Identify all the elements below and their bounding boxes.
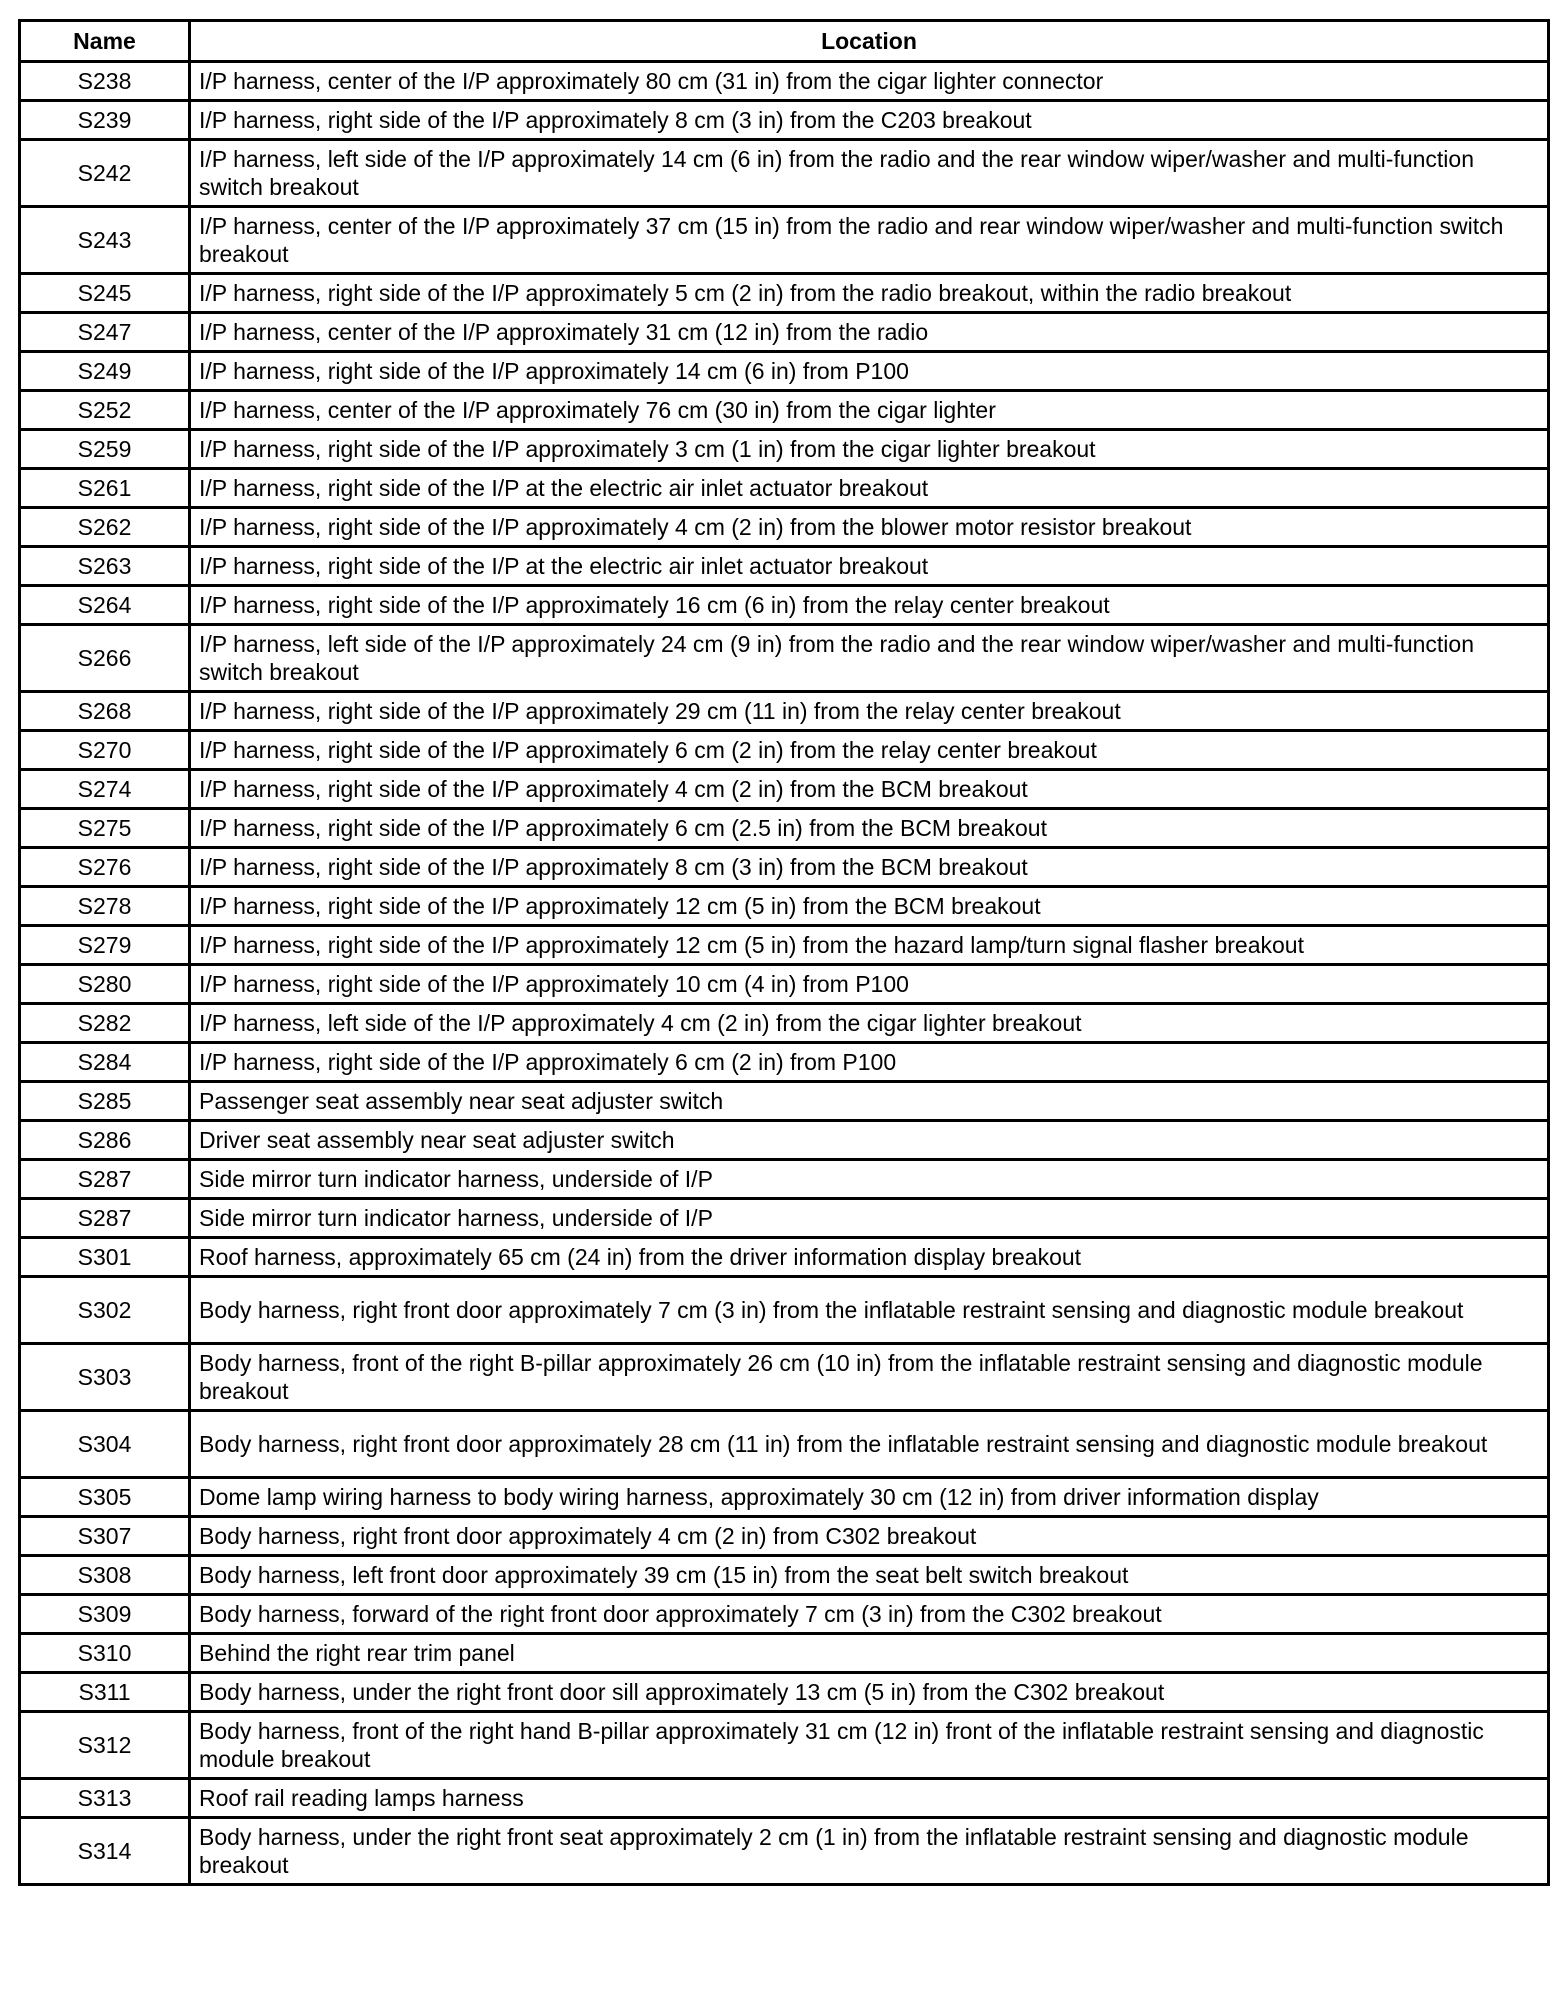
- splice-location-cell: Body harness, forward of the right front door approximately 7 cm (3 in) from the C302 breakout: [190, 1595, 1549, 1634]
- splice-location-cell: Body harness, under the right front door sill approximately 13 cm (5 in) from the C302 breakout: [190, 1673, 1549, 1712]
- table-row: [20, 207, 1549, 274]
- splice-location-cell: I/P harness, left side of the I/P approximately 24 cm (9 in) from the radio and the rear window wiper/washer and multi-function switch breakout: [190, 625, 1549, 692]
- splice-location-cell: Body harness, right front door approximately 28 cm (11 in) from the inflatable restraint sensing and diagnostic module breakout: [190, 1411, 1549, 1478]
- table-row: [20, 965, 1549, 1004]
- table-row: [20, 274, 1549, 313]
- splice-location-cell: I/P harness, right side of the I/P approximately 8 cm (3 in) from the C203 breakout: [190, 101, 1549, 140]
- table-row: [20, 1199, 1549, 1238]
- splice-name-cell: S239: [20, 101, 190, 140]
- splice-location-cell: I/P harness, right side of the I/P approximately 29 cm (11 in) from the relay center breakout: [190, 692, 1549, 731]
- table-row: [20, 809, 1549, 848]
- table-row: [20, 1478, 1549, 1517]
- splice-location-cell: Body harness, front of the right hand B-pillar approximately 31 cm (12 in) front of the inflatable restraint sensing and diagnostic module breakout: [190, 1712, 1549, 1779]
- table-row: [20, 1238, 1549, 1277]
- table-row: [20, 1411, 1549, 1478]
- table-row: [20, 547, 1549, 586]
- splice-name-cell: S285: [20, 1082, 190, 1121]
- splice-location-cell: I/P harness, right side of the I/P approximately 8 cm (3 in) from the BCM breakout: [190, 848, 1549, 887]
- table-row: [20, 1082, 1549, 1121]
- table-row: [20, 1712, 1549, 1779]
- splice-name-cell: S301: [20, 1238, 190, 1277]
- splice-name-cell: S307: [20, 1517, 190, 1556]
- splice-location-cell: I/P harness, right side of the I/P approximately 14 cm (6 in) from P100: [190, 352, 1549, 391]
- splice-location-cell: I/P harness, center of the I/P approximately 80 cm (31 in) from the cigar lighter connector: [190, 62, 1549, 101]
- splice-name-cell: S249: [20, 352, 190, 391]
- splice-location-cell: I/P harness, right side of the I/P at the electric air inlet actuator breakout: [190, 469, 1549, 508]
- splice-name-cell: S263: [20, 547, 190, 586]
- table-row: [20, 1634, 1549, 1673]
- splice-name-cell: S282: [20, 1004, 190, 1043]
- splice-location-cell: I/P harness, right side of the I/P approximately 4 cm (2 in) from the blower motor resistor breakout: [190, 508, 1549, 547]
- splice-name-cell: S262: [20, 508, 190, 547]
- splice-name-cell: S308: [20, 1556, 190, 1595]
- splice-name-cell: S302: [20, 1277, 190, 1344]
- splice-location-cell: I/P harness, right side of the I/P approximately 10 cm (4 in) from P100: [190, 965, 1549, 1004]
- splice-name-cell: S313: [20, 1779, 190, 1818]
- splice-location-cell: Passenger seat assembly near seat adjuster switch: [190, 1082, 1549, 1121]
- table-row: [20, 926, 1549, 965]
- splice-name-cell: S279: [20, 926, 190, 965]
- splice-name-cell: S284: [20, 1043, 190, 1082]
- table-row: [20, 140, 1549, 207]
- splice-location-cell: Body harness, right front door approximately 7 cm (3 in) from the inflatable restraint sensing and diagnostic module breakout: [190, 1277, 1549, 1344]
- table-row: [20, 1121, 1549, 1160]
- table-row: [20, 313, 1549, 352]
- table-row: [20, 1779, 1549, 1818]
- table-row: [20, 1595, 1549, 1634]
- splice-location-table: [18, 19, 1550, 1886]
- splice-location-cell: Body harness, right front door approximately 4 cm (2 in) from C302 breakout: [190, 1517, 1549, 1556]
- table-row: [20, 1818, 1549, 1885]
- splice-name-cell: S247: [20, 313, 190, 352]
- splice-name-cell: S261: [20, 469, 190, 508]
- table-row: [20, 352, 1549, 391]
- splice-name-cell: S287: [20, 1160, 190, 1199]
- splice-name-cell: S280: [20, 965, 190, 1004]
- splice-location-cell: I/P harness, center of the I/P approximately 76 cm (30 in) from the cigar lighter: [190, 391, 1549, 430]
- splice-location-cell: I/P harness, right side of the I/P approximately 4 cm (2 in) from the BCM breakout: [190, 770, 1549, 809]
- splice-name-cell: S309: [20, 1595, 190, 1634]
- splice-name-cell: S286: [20, 1121, 190, 1160]
- table-row: [20, 1517, 1549, 1556]
- splice-location-cell: Body harness, front of the right B-pillar approximately 26 cm (10 in) from the inflatable restraint sensing and diagnostic module breakout: [190, 1344, 1549, 1411]
- splice-location-cell: I/P harness, right side of the I/P approximately 16 cm (6 in) from the relay center breakout: [190, 586, 1549, 625]
- splice-location-cell: I/P harness, right side of the I/P approximately 12 cm (5 in) from the hazard lamp/turn signal flasher breakout: [190, 926, 1549, 965]
- splice-location-cell: I/P harness, center of the I/P approximately 31 cm (12 in) from the radio: [190, 313, 1549, 352]
- splice-location-cell: Roof harness, approximately 65 cm (24 in) from the driver information display breakout: [190, 1238, 1549, 1277]
- splice-location-cell: Roof rail reading lamps harness: [190, 1779, 1549, 1818]
- splice-location-cell: Driver seat assembly near seat adjuster switch: [190, 1121, 1549, 1160]
- splice-location-cell: Dome lamp wiring harness to body wiring harness, approximately 30 cm (12 in) from driver information display: [190, 1478, 1549, 1517]
- table-row: [20, 586, 1549, 625]
- splice-location-cell: I/P harness, right side of the I/P approximately 6 cm (2 in) from the relay center breakout: [190, 731, 1549, 770]
- splice-location-cell: Side mirror turn indicator harness, underside of I/P: [190, 1199, 1549, 1238]
- table-row: [20, 1277, 1549, 1344]
- table-row: [20, 625, 1549, 692]
- table-row: [20, 1160, 1549, 1199]
- table-row: [20, 770, 1549, 809]
- splice-location-cell: I/P harness, left side of the I/P approximately 14 cm (6 in) from the radio and the rear window wiper/washer and multi-function switch breakout: [190, 140, 1549, 207]
- splice-name-cell: S304: [20, 1411, 190, 1478]
- splice-name-cell: S314: [20, 1818, 190, 1885]
- splice-name-cell: S312: [20, 1712, 190, 1779]
- table-row: [20, 469, 1549, 508]
- splice-name-cell: S275: [20, 809, 190, 848]
- table-row: [20, 1344, 1549, 1411]
- splice-name-cell: S270: [20, 731, 190, 770]
- splice-name-cell: S259: [20, 430, 190, 469]
- splice-name-cell: S268: [20, 692, 190, 731]
- table-row: [20, 887, 1549, 926]
- splice-location-cell: I/P harness, center of the I/P approximately 37 cm (15 in) from the radio and rear window wiper/washer and multi-function switch breakout: [190, 207, 1549, 274]
- table-row: [20, 1004, 1549, 1043]
- splice-location-cell: Body harness, under the right front seat approximately 2 cm (1 in) from the inflatable restraint sensing and diagnostic module breakout: [190, 1818, 1549, 1885]
- splice-name-cell: S245: [20, 274, 190, 313]
- table-row: [20, 508, 1549, 547]
- splice-name-cell: S242: [20, 140, 190, 207]
- splice-name-cell: S266: [20, 625, 190, 692]
- table-row: [20, 848, 1549, 887]
- splice-name-cell: S276: [20, 848, 190, 887]
- splice-name-cell: S287: [20, 1199, 190, 1238]
- splice-name-cell: S274: [20, 770, 190, 809]
- splice-name-cell: S278: [20, 887, 190, 926]
- splice-name-cell: S238: [20, 62, 190, 101]
- splice-name-cell: S264: [20, 586, 190, 625]
- splice-name-cell: S303: [20, 1344, 190, 1411]
- table-row: [20, 1043, 1549, 1082]
- splice-location-cell: Behind the right rear trim panel: [190, 1634, 1549, 1673]
- table-row: [20, 391, 1549, 430]
- splice-location-cell: I/P harness, right side of the I/P approximately 6 cm (2.5 in) from the BCM breakout: [190, 809, 1549, 848]
- table-row: [20, 731, 1549, 770]
- splice-location-cell: I/P harness, right side of the I/P at the electric air inlet actuator breakout: [190, 547, 1549, 586]
- table-body: [20, 62, 1549, 1885]
- splice-name-cell: S305: [20, 1478, 190, 1517]
- splice-name-cell: S310: [20, 1634, 190, 1673]
- splice-name-cell: S252: [20, 391, 190, 430]
- table-row: [20, 692, 1549, 731]
- splice-location-cell: I/P harness, right side of the I/P approximately 6 cm (2 in) from P100: [190, 1043, 1549, 1082]
- header-row: [20, 21, 1549, 62]
- splice-name-cell: S311: [20, 1673, 190, 1712]
- column-header-name: Name: [20, 21, 190, 62]
- splice-location-cell: Side mirror turn indicator harness, underside of I/P: [190, 1160, 1549, 1199]
- splice-location-cell: I/P harness, right side of the I/P approximately 5 cm (2 in) from the radio breakout, within the radio breakout: [190, 274, 1549, 313]
- column-header-location: Location: [190, 21, 1549, 62]
- splice-name-cell: S243: [20, 207, 190, 274]
- table-row: [20, 101, 1549, 140]
- splice-location-cell: Body harness, left front door approximately 39 cm (15 in) from the seat belt switch breakout: [190, 1556, 1549, 1595]
- table-row: [20, 430, 1549, 469]
- splice-location-cell: I/P harness, right side of the I/P approximately 12 cm (5 in) from the BCM breakout: [190, 887, 1549, 926]
- table-row: [20, 62, 1549, 101]
- table-row: [20, 1556, 1549, 1595]
- document-page: [18, 19, 1550, 1886]
- splice-location-cell: I/P harness, right side of the I/P approximately 3 cm (1 in) from the cigar lighter breakout: [190, 430, 1549, 469]
- table-row: [20, 1673, 1549, 1712]
- splice-location-cell: I/P harness, left side of the I/P approximately 4 cm (2 in) from the cigar lighter breakout: [190, 1004, 1549, 1043]
